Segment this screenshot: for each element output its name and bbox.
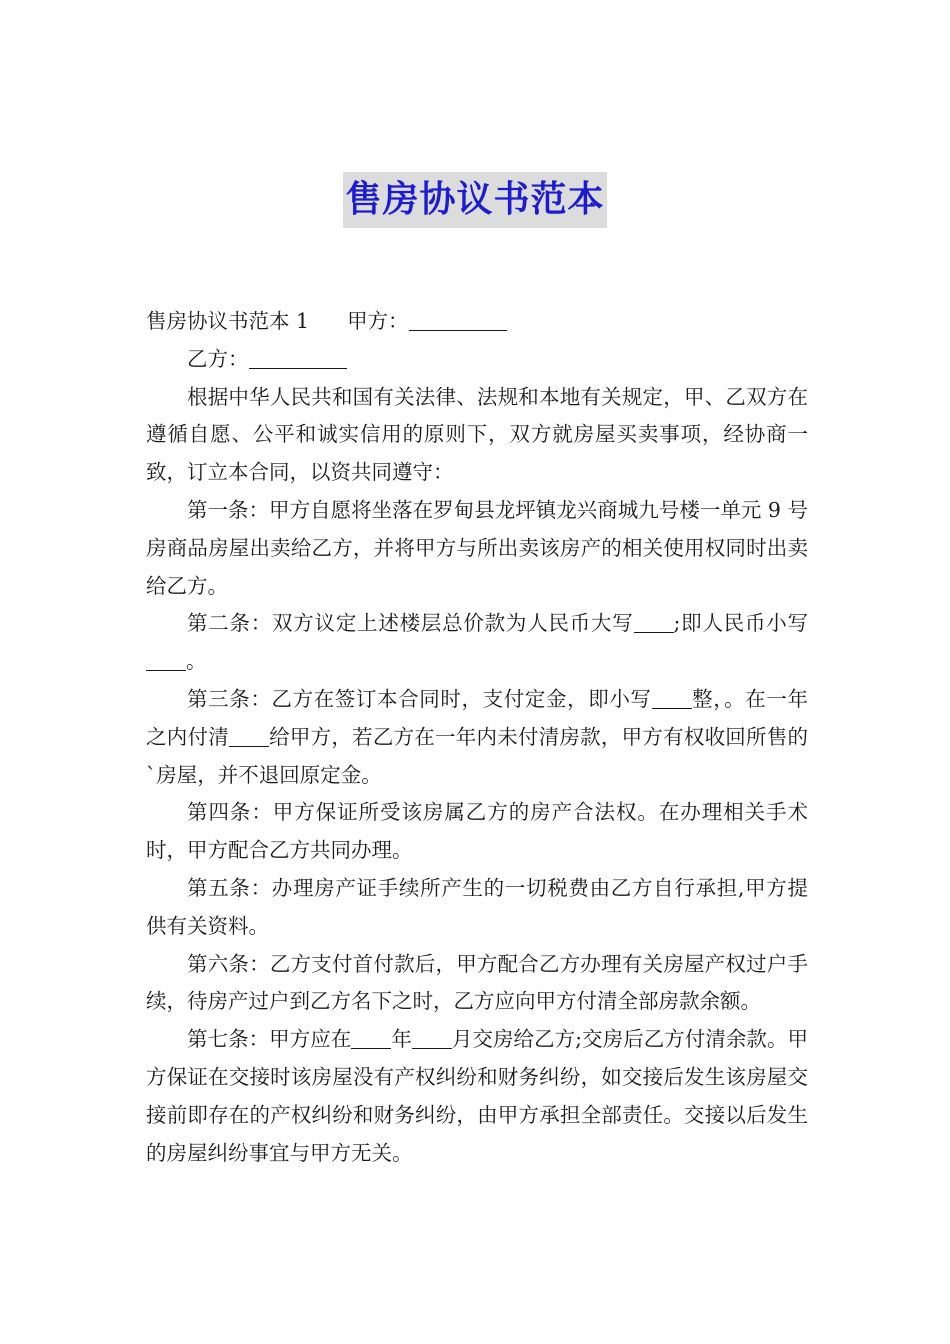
party-a-blank: [409, 308, 507, 331]
article-2: [146, 605, 808, 681]
article-4: [146, 794, 808, 870]
total-price-lower-blank: [146, 648, 186, 671]
article-6: [146, 946, 808, 1022]
article-7-text-a: 第七条：甲方应在: [187, 1027, 352, 1052]
party-b-label: 乙方：: [187, 346, 249, 371]
intro-line: [146, 303, 808, 341]
article-3: [146, 681, 808, 794]
handover-year-blank: [351, 1026, 391, 1049]
article-1-text: 第一条：甲方自愿将坐落在罗甸县龙坪镇龙兴商城九号楼一单元 9 号房商品房屋出卖给乙方，并将甲方与所出卖该房产的相关使用权同时出卖给乙方。: [146, 497, 808, 598]
preamble-paragraph: [146, 379, 808, 492]
article-4-text: 第四条：甲方保证所受该房属乙方的房产合法权。在办理相关手术时，甲方配合乙方共同办理。: [146, 800, 808, 863]
article-5: [146, 870, 808, 946]
document-body: [146, 303, 808, 1172]
article-5-text: 第五条：办理房产证手续所产生的一切税费由乙方自行承担,甲方提供有关资料。: [146, 875, 808, 938]
article-1: [146, 492, 808, 605]
party-b-line: [146, 341, 808, 379]
party-b-blank: [249, 346, 347, 369]
article-7-text-c: 月交房给乙方;交房后乙方付清余款。甲方保证在交接时该房屋没有产权纠纷和财务纠纷，如交接后发生该房屋交接前即存在的产权纠纷和财务纠纷，由甲方承担全部责任。交接以后发生的房屋纠纷事宜与甲方无关。: [146, 1027, 808, 1165]
article-3-text-b: 整，。在一年之内付清: [146, 686, 809, 749]
article-3-text-a: 第三条：乙方在签订本合同时，支付定金，即小写: [187, 686, 652, 711]
article-2-text-a: 第二条：双方议定上述楼层总价款为人民币大写: [187, 611, 634, 636]
preamble-text: 根据中华人民共和国有关法律、法规和本地有关规定，甲、乙双方在遵循自愿、公平和诚实信用的原则下，双方就房屋买卖事项，经协商一致，订立本合同，以资共同遵守：: [146, 384, 808, 485]
total-price-upper-blank: [634, 610, 674, 633]
deposit-blank: [652, 686, 692, 709]
article-2-text-b: ;即人民币小写: [673, 611, 808, 636]
document-title: 售房协议书范本: [343, 172, 606, 228]
article-3-text-c: 给甲方，若乙方在一年内未付清房款，甲方有权收回所售的`房屋，并不退回原定金。: [146, 724, 809, 787]
title-block: [0, 172, 950, 228]
article-6-text: 第六条：乙方支付首付款后，甲方配合乙方办理有关房屋产权过户手续，待房产过户到乙方名下之时，乙方应向甲方付清全部房款余额。: [146, 951, 808, 1014]
balance-blank: [229, 724, 269, 747]
article-7-text-b: 年: [391, 1027, 412, 1052]
article-7: [146, 1021, 808, 1172]
article-2-text-c: 。: [186, 649, 207, 674]
intro-label: 售房协议书范本 1: [146, 309, 310, 333]
handover-month-blank: [412, 1026, 452, 1049]
party-a-label: 甲方：: [347, 309, 409, 333]
